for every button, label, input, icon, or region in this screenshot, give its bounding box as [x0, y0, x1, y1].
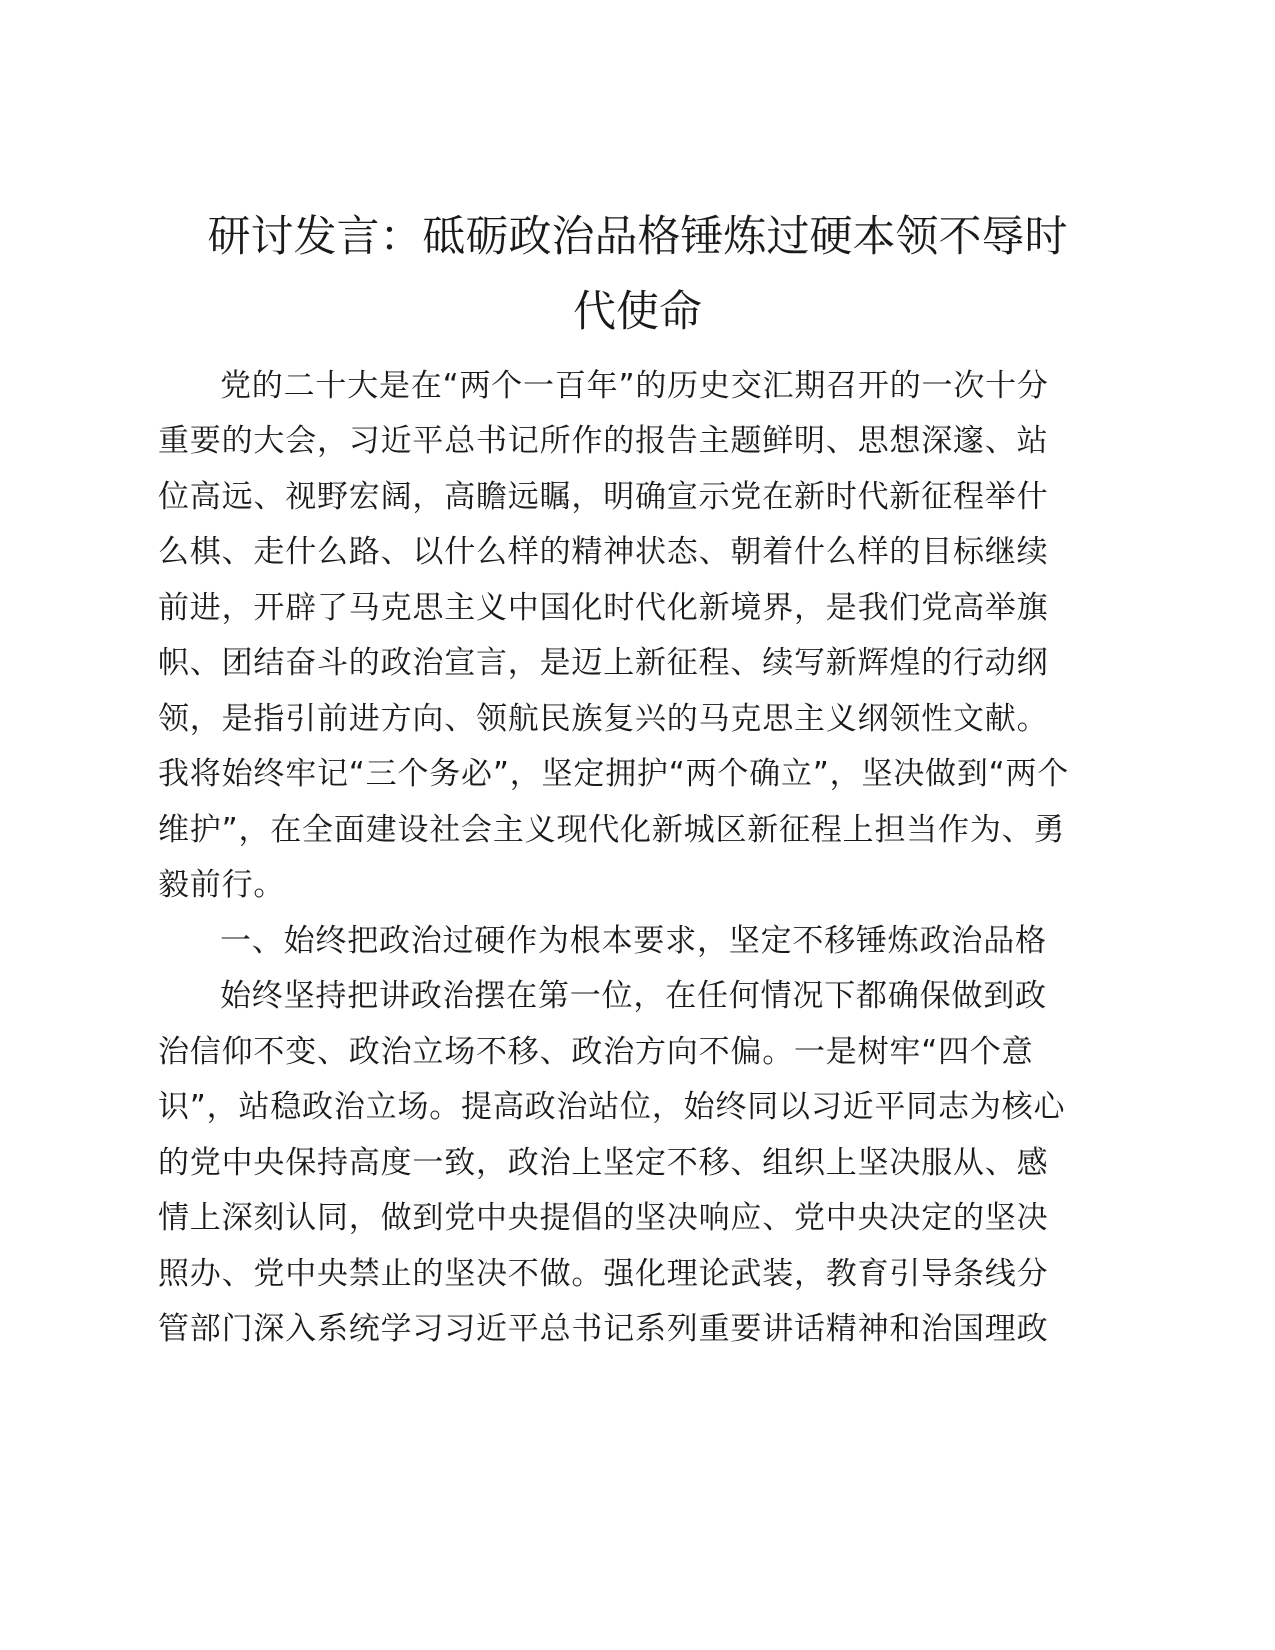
body-line: 的党中央保持高度一致，政治上坚定不移、组织上坚决服从、感	[158, 1145, 1049, 1181]
body-line: 照办、党中央禁止的坚决不做。强化理论武装，教育引导条线分	[158, 1256, 1049, 1292]
body-line: 我将始终牢记“三个务必”，坚定拥护“两个确立”，坚决做到“两个	[158, 756, 1070, 792]
body-line: 识”，站稳政治立场。提高政治站位，始终同以习近平同志为核心	[158, 1089, 1066, 1125]
body-line: 帜、团结奋斗的政治宣言，是迈上新征程、续写新辉煌的行动纲	[158, 645, 1049, 681]
body-line: 领，是指引前进方向、领航民族复兴的马克思主义纲领性文献。	[158, 701, 1049, 737]
document-title	[160, 200, 1115, 350]
body-line: 情上深刻认同，做到党中央提倡的坚决响应、党中央决定的坚决	[158, 1200, 1049, 1236]
body-line: 毅前行。	[158, 867, 286, 903]
body-line: 管部门深入系统学习习近平总书记系列重要讲话精神和治国理政	[158, 1311, 1049, 1347]
body-line: 前进，开辟了马克思主义中国化时代化新境界，是我们党高举旗	[158, 590, 1049, 626]
body-line: 位高远、视野宏阔，高瞻远瞩，明确宣示党在新时代新征程举什	[158, 479, 1049, 515]
section-heading: 一、始终把政治过硬作为根本要求，坚定不移锤炼政治品格	[220, 923, 1047, 959]
body-line: 党的二十大是在“两个一百年”的历史交汇期召开的一次十分	[220, 368, 1049, 404]
body-line: 重要的大会，习近平总书记所作的报告主题鲜明、思想深邃、站	[158, 423, 1049, 459]
body-line: 维护”，在全面建设社会主义现代化新城区新征程上担当作为、勇	[158, 812, 1066, 848]
body-line: 么棋、走什么路、以什么样的精神状态、朝着什么样的目标继续	[158, 534, 1049, 570]
title-line-2: 代使命	[573, 287, 702, 337]
title-line-1: 研讨发言：砥砺政治品格锤炼过硬本领不辱时	[207, 212, 1068, 262]
body-line: 始终坚持把讲政治摆在第一位，在任何情况下都确保做到政	[220, 978, 1047, 1014]
body-line: 治信仰不变、政治立场不移、政治方向不偏。一是树牢“四个意	[158, 1034, 1034, 1070]
